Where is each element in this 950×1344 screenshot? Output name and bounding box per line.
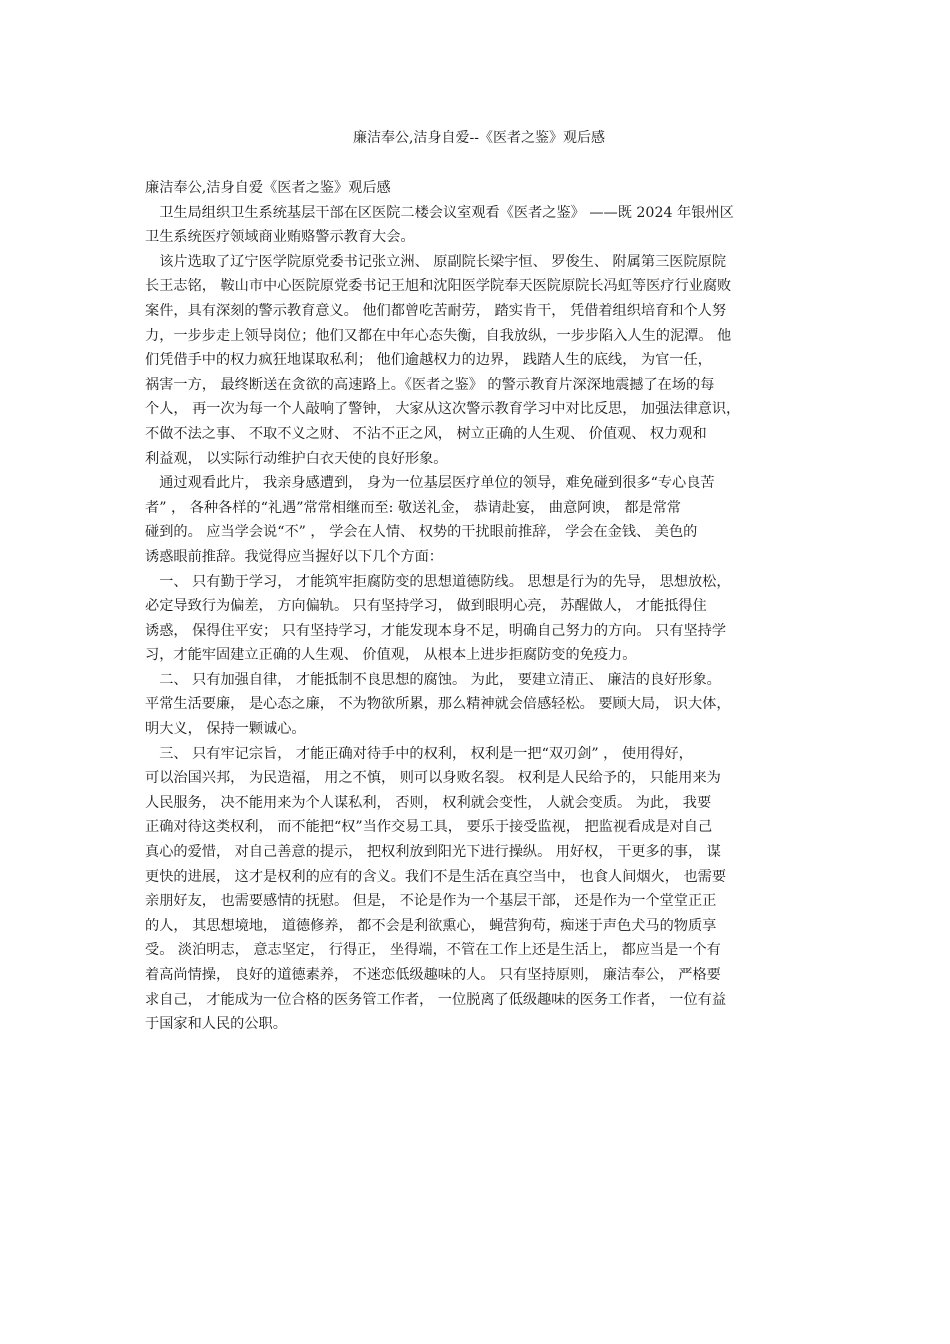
- body-text-line: 更快的进展， 这才是权利的应有的含义。我们不是生活在真空当中， 也食人间烟火， 也需要: [145, 868, 727, 885]
- body-text-line: 案件，具有深刻的警示教育意义。 他们都曾吃苦耐劳， 踏实肯干， 凭借着组织培育和个人努: [145, 302, 727, 319]
- body-text-line: 通过观看此片， 我亲身感遭到， 身为一位基层医疗单位的领导，难免碰到很多“专心良苦: [145, 475, 715, 492]
- body-text-line: 们凭借手中的权力疯狂地谋取私利； 他们逾越权力的边界， 践踏人生的底线， 为官一任，: [145, 352, 712, 369]
- body-text-line: 人民服务， 决不能用来为个人谋私利， 否则， 权利就会变性， 人就会变质。 为此， 我要: [145, 794, 712, 811]
- body-text-line: 亲朋好友， 也需要感情的抚慰。 但是， 不论是作为一个基层干部， 还是作为一个堂堂正正: [145, 893, 717, 910]
- body-text-line: 正确对待这类权利， 而不能把“权”当作交易工具， 要乐于接受监视， 把监视看成是对自己: [145, 819, 713, 836]
- body-text-line: 卫生局组织卫生系统基层干部在区医院二楼会议室观看《医者之鉴》 ——既 2024 年银州区: [145, 204, 734, 221]
- body-text-line: 碰到的。 应当学会说“不” ， 学会在人情、 权势的干扰眼前推辞， 学会在金钱、 美色的: [145, 524, 698, 541]
- body-text-line: 三、 只有牢记宗旨， 才能正确对待手中的权利， 权利是一把“双刃剑” ， 使用得好，: [145, 745, 693, 762]
- body-text-line: 可以治国兴邦， 为民造福， 用之不慎， 则可以身败名裂。 权利是人民给予的， 只能用来为: [145, 770, 721, 787]
- body-text-line: 卫生系统医疗领域商业贿赂警示教育大会。: [145, 229, 415, 246]
- body-text-line: 必定导致行为偏差， 方向偏轨。 只有坚持学习， 做到眼明心亮， 苏醒做人， 才能抵得住: [145, 598, 707, 615]
- body-text-line: 受。 淡泊明志， 意志坚定， 行得正， 坐得端，不管在工作上还是生活上， 都应当是一个有: [145, 942, 721, 959]
- body-text-line: 习，才能牢固建立正确的人生观、 价值观， 从根本上进步拒腐防变的免疫力。: [145, 647, 637, 664]
- body-text-line: 着高尚情操， 良好的道德素养， 不迷恋低级趣味的人。 只有坚持原则， 廉洁奉公， 严格要: [145, 967, 721, 983]
- body-text-line: 长王志铭， 鞍山市中心医院原党委书记王旭和沈阳医学院奉天医院原院长冯虹等医疗行业腐败: [145, 278, 732, 295]
- body-text-line: 诱惑， 保得住平安； 只有坚持学习，才能发现本身不足，明确自己努力的方向。 只有坚持学: [145, 622, 727, 639]
- body-text-line: 该片选取了辽宁医学院原党委书记张立洲、 原副院长梁宇恒、 罗俊生、 附属第三医院原院: [145, 253, 727, 270]
- body-text-line: 求自己， 才能成为一位合格的医务管工作者， 一位脱离了低级趣味的医务工作者， 一位有益: [145, 991, 727, 1008]
- body-text-line: 者” ， 各种各样的“礼遇”常常相继而至: 敬送礼金， 恭请赴宴， 曲意阿谀， 都是常常: [145, 499, 681, 516]
- body-text-line: 利益观， 以实际行动维护白衣天使的良好形象。: [145, 450, 448, 467]
- body-text-line: 个人， 再一次为每一个人敲响了警钟， 大家从这次警示教育学习中对比反思， 加强法律意识，: [145, 401, 741, 418]
- body-text-line: 平常生活要廉， 是心态之廉， 不为物欲所累，那么精神就会倍感轻松。 要顾大局， 识大体，: [145, 696, 731, 713]
- body-text-line: 廉洁奉公,洁身自爱《医者之鉴》观后感: [145, 180, 391, 196]
- body-text-line: 明大义， 保持一颗诚心。: [145, 721, 306, 738]
- document-title: 廉洁奉公,洁身自爱--《医者之鉴》观后感: [353, 130, 605, 146]
- body-text-line: 于国家和人民的公职。: [145, 1016, 287, 1033]
- body-text-line: 一、 只有勤于学习， 才能筑牢拒腐防变的思想道德防线。 思想是行为的先导， 思想放松，: [145, 573, 731, 590]
- body-text-line: 力，一步步走上领导岗位；他们又都在中年心态失衡，自我放纵，一步步陷入人生的泥潭。 他: [145, 327, 732, 344]
- body-text-line: 的人， 其思想境地， 道德修养， 都不会是利欲熏心， 蝇营狗苟，痴迷于声色犬马的物质享: [145, 917, 717, 934]
- document-body: [145, 176, 813, 1037]
- body-text-line: 不做不法之事、 不取不义之财、 不沾不正之风， 树立正确的人生观、 价值观、 权力观和: [145, 425, 707, 442]
- body-text-line: 二、 只有加强自律， 才能抵制不良思想的腐蚀。 为此， 要建立清正、 廉洁的良好形象。: [145, 671, 721, 688]
- body-text-line: 真心的爱惜， 对自己善意的提示， 把权利放到阳光下进行操纵。 用好权， 干更多的事， 谋: [145, 844, 721, 861]
- body-text-line: 祸害一方， 最终断送在贪欲的高速路上。《医者之鉴》 的警示教育片深深地震撼了在场的每: [145, 376, 715, 393]
- body-text-line: 诱惑眼前推辞。我觉得应当握好以下几个方面：: [145, 548, 443, 565]
